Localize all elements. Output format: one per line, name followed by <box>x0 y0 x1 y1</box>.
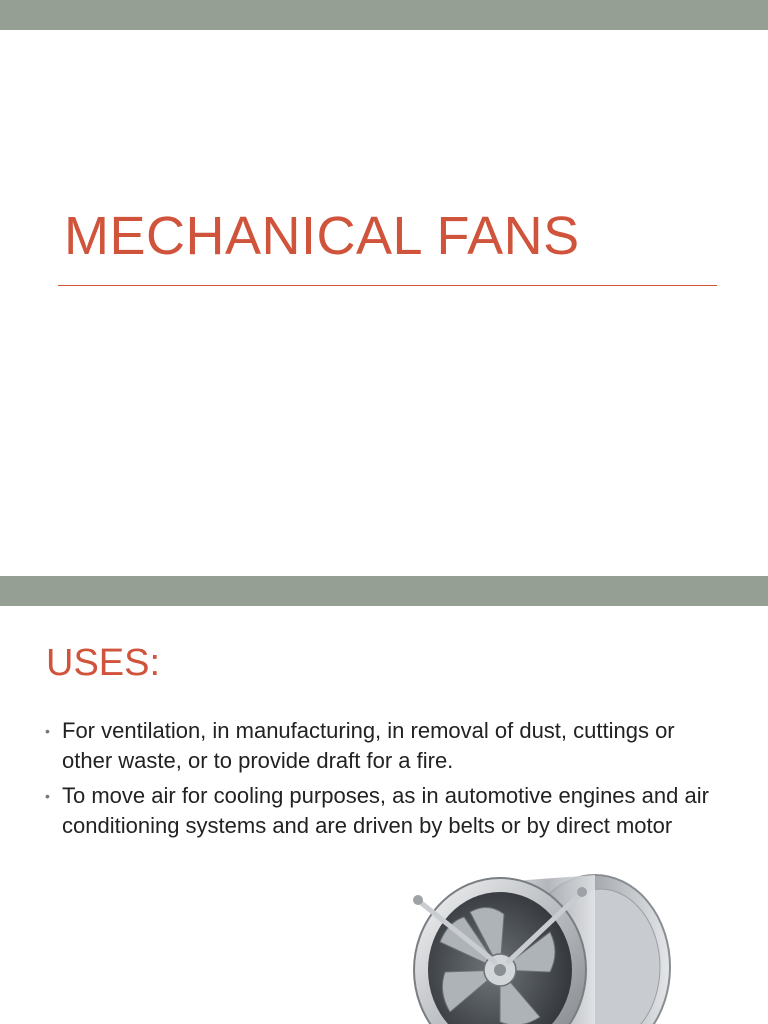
header-band <box>0 0 768 30</box>
bullet-marker: • <box>45 788 50 804</box>
bullet-text: To move air for cooling purposes, as in automotive engines and air conditioning systems and are driven by belts or by direct motor <box>62 783 709 838</box>
bullet-text: For ventilation, in manufacturing, in removal of dust, cuttings or other waste, or to provide draft for a fire. <box>62 718 675 773</box>
bullet-item <box>44 781 724 841</box>
axial-fan-image <box>400 872 690 1024</box>
slide-title: MECHANICAL FANS <box>64 206 580 266</box>
bullet-list <box>44 716 724 846</box>
slide-heading: USES: <box>46 642 161 684</box>
uses-slide <box>0 576 768 1024</box>
bullet-marker: • <box>45 723 50 739</box>
header-band <box>0 576 768 606</box>
title-underline <box>58 285 717 286</box>
bullet-item <box>44 716 724 776</box>
